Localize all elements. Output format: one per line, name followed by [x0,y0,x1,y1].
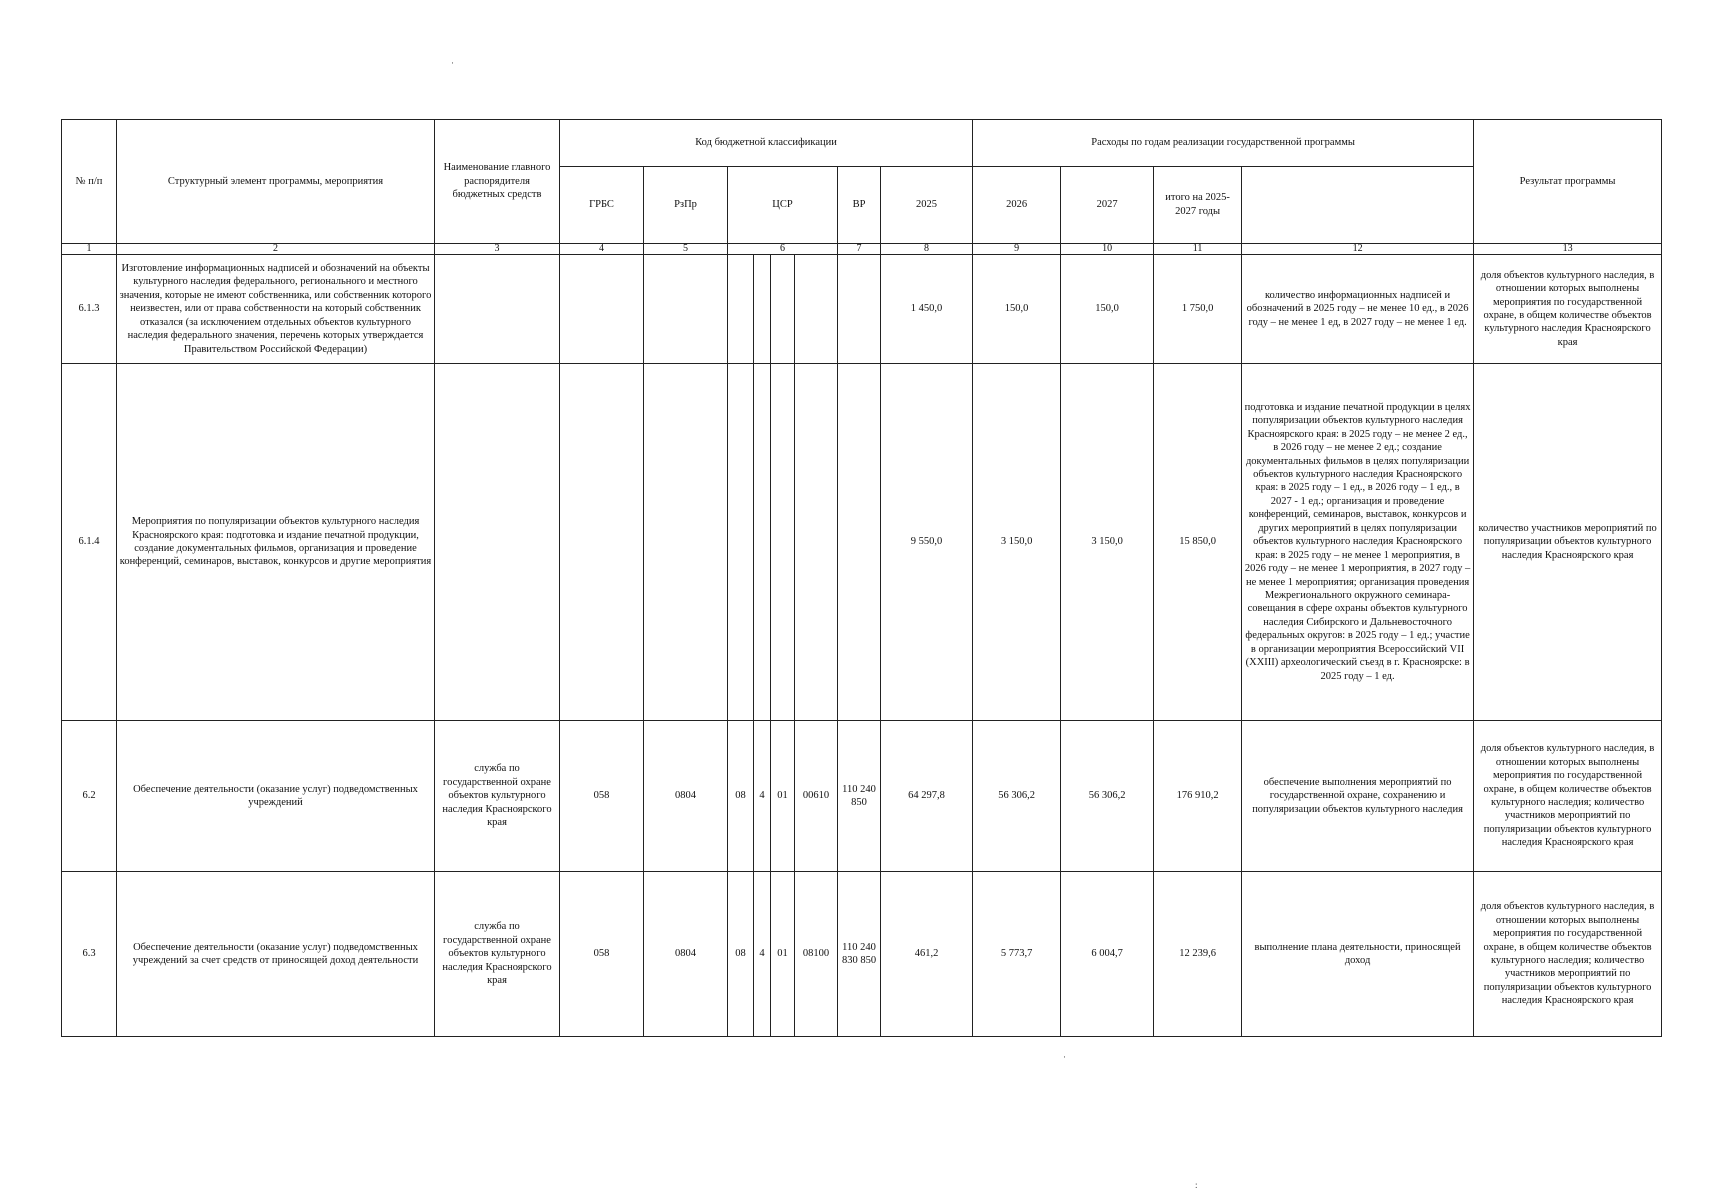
header-rzpr: РзПр [644,166,728,243]
col-number: 4 [560,243,644,254]
scan-speck: · [451,58,454,68]
row-csr-3: 01 [771,871,795,1036]
table-row [62,871,1662,1036]
header-element: Структурный элемент программы, мероприятия [117,120,435,244]
row-csr-2 [754,254,771,363]
row-csr-1 [728,363,754,720]
row-total: 176 910,2 [1154,720,1242,871]
row-num: 6.1.4 [62,363,117,720]
col-number: 12 [1242,243,1474,254]
col-number: 7 [838,243,881,254]
scan-speck: · [1063,1052,1066,1062]
row-csr-4: 00610 [795,720,838,871]
row-num: 6.3 [62,871,117,1036]
row-csr-3 [771,254,795,363]
row-grbs: 058 [560,871,644,1036]
row-csr-3: 01 [771,720,795,871]
row-2025: 9 550,0 [881,363,973,720]
header-manager: Наименование главного распорядителя бюджетных средств [435,120,560,244]
row-num: 6.1.3 [62,254,117,363]
row-csr-2 [754,363,771,720]
row-result: выполнение плана деятельности, приносящей доход [1242,871,1474,1036]
row-2027: 150,0 [1061,254,1154,363]
row-2027: 3 150,0 [1061,363,1154,720]
header-2027: 2027 [1061,166,1154,243]
row-csr-1 [728,254,754,363]
col-number: 6 [728,243,838,254]
row-rzpr: 0804 [644,871,728,1036]
table-row [62,254,1662,363]
col-number: 5 [644,243,728,254]
col-number: 8 [881,243,973,254]
table-row [62,720,1662,871]
row-2025: 64 297,8 [881,720,973,871]
header-budget-code: Код бюджетной классификации [560,120,973,167]
row-result: обеспечение выполнения мероприятий по государственной охране, сохранению и популяризации объектов культурного наследия [1242,720,1474,871]
row-indicator: количество участников мероприятий по популяризации объектов культурного наследия Красноярского края [1474,363,1662,720]
header-2026: 2026 [973,166,1061,243]
row-csr-4 [795,254,838,363]
row-grbs [560,254,644,363]
row-manager [435,254,560,363]
row-indicator: доля объектов культурного наследия, в отношении которых выполнены мероприятия по государственной охране, в общем количестве объектов культурного наследия; количество участников мероприятий по популяризации объектов культурного наследия Красноярского края [1474,871,1662,1036]
row-csr-1: 08 [728,720,754,871]
header-total: итого на 2025-2027 годы [1154,166,1242,243]
row-2027: 56 306,2 [1061,720,1154,871]
table-row [62,363,1662,720]
row-2026: 5 773,7 [973,871,1061,1036]
col-number: 9 [973,243,1061,254]
row-num: 6.2 [62,720,117,871]
col-number: 2 [117,243,435,254]
col-number: 1 [62,243,117,254]
row-element: Изготовление информационных надписей и обозначений на объекты культурного наследия федерального, регионального и местного значения, которые не имеют собственника, или собственник которого неизвестен, или от права собственности на который собственник отказался (за исключением отдельных объектов культурного наследия федерального значения, перечень которых утверждается Правительством Российской Федерации) [117,254,435,363]
col-number: 13 [1474,243,1662,254]
row-manager [435,363,560,720]
row-vr: 110 240 830 850 [838,871,881,1036]
row-vr [838,254,881,363]
header-vr: ВР [838,166,881,243]
row-rzpr [644,254,728,363]
row-2026: 150,0 [973,254,1061,363]
row-2026: 3 150,0 [973,363,1061,720]
row-rzpr [644,363,728,720]
row-2026: 56 306,2 [973,720,1061,871]
scan-speck: : [1195,1180,1198,1190]
budget-table [61,119,1662,1037]
row-element: Мероприятия по популяризации объектов культурного наследия Красноярского края: подготовка и издание печатной продукции, создание документальных фильмов, организация и проведение конференций, семинаров, выставок, конкурсов и другие мероприятия [117,363,435,720]
row-csr-2: 4 [754,871,771,1036]
col-number: 11 [1154,243,1242,254]
row-indicator: доля объектов культурного наследия, в отношении которых выполнены мероприятия по государственной охране, в общем количестве объектов культурного наследия; количество участников мероприятий по популяризации объектов культурного наследия Красноярского края [1474,720,1662,871]
row-csr-3 [771,363,795,720]
row-total: 15 850,0 [1154,363,1242,720]
header-num: № п/п [62,120,117,244]
header-csr: ЦСР [728,166,838,243]
row-element: Обеспечение деятельности (оказание услуг) подведомственных учреждений [117,720,435,871]
row-result: количество информационных надписей и обозначений в 2025 году – не менее 10 ед., в 2026 году – не менее 1 ед, в 2027 году – не менее 1 ед. [1242,254,1474,363]
row-element: Обеспечение деятельности (оказание услуг) подведомственных учреждений за счет средств от приносящей доход деятельности [117,871,435,1036]
column-number-row [62,243,1662,254]
row-grbs [560,363,644,720]
col-number: 10 [1061,243,1154,254]
header-expenses: Расходы по годам реализации государственной программы [973,120,1474,167]
row-result: подготовка и издание печатной продукции в целях популяризации объектов культурного наследия Красноярского края: в 2025 году – не менее 2 ед., в 2026 году – не менее 2 ед.; создание документальных фильмов в целях популяризации объектов культурного наследия Красноярского края: в 2025 году – 1 ед., в 2026 году – 1 ед., в 2027 - 1 ед.; организация и проведение конференций, семинаров, выставок, конкурсов и других мероприятий в целях популяризации объектов культурного наследия Красноярского края: в 2025 году – не менее 1 мероприятия, в 2026 году – не менее 1 мероприятия, в 2027 году – не менее 1 мероприятия; организация проведения Межрегионального окружного семинара-совещания в сфере охраны объектов культурного наследия Сибирского и Дальневосточного федеральных округов: в 2025 году – 1 ед.; участие в организации мероприятия Всероссийский VII (XXIII) археологический съезд в г. Красноярске: в 2025 году – 1 ед. [1242,363,1474,720]
row-vr: 110 240 850 [838,720,881,871]
row-grbs: 058 [560,720,644,871]
row-csr-4: 08100 [795,871,838,1036]
header-row-1 [62,120,1662,167]
row-csr-1: 08 [728,871,754,1036]
row-manager: служба по государственной охране объектов культурного наследия Красноярского края [435,720,560,871]
row-manager: служба по государственной охране объектов культурного наследия Красноярского края [435,871,560,1036]
header-grbs: ГРБС [560,166,644,243]
header-2025: 2025 [881,166,973,243]
row-2025: 461,2 [881,871,973,1036]
row-2025: 1 450,0 [881,254,973,363]
row-vr [838,363,881,720]
row-csr-2: 4 [754,720,771,871]
row-rzpr: 0804 [644,720,728,871]
row-csr-4 [795,363,838,720]
header-result: Результат программы [1474,120,1662,244]
row-indicator: доля объектов культурного наследия, в отношении которых выполнены мероприятия по государственной охране, в общем количестве объектов культурного наследия Красноярского края [1474,254,1662,363]
row-total: 1 750,0 [1154,254,1242,363]
row-total: 12 239,6 [1154,871,1242,1036]
col-number: 3 [435,243,560,254]
row-2027: 6 004,7 [1061,871,1154,1036]
